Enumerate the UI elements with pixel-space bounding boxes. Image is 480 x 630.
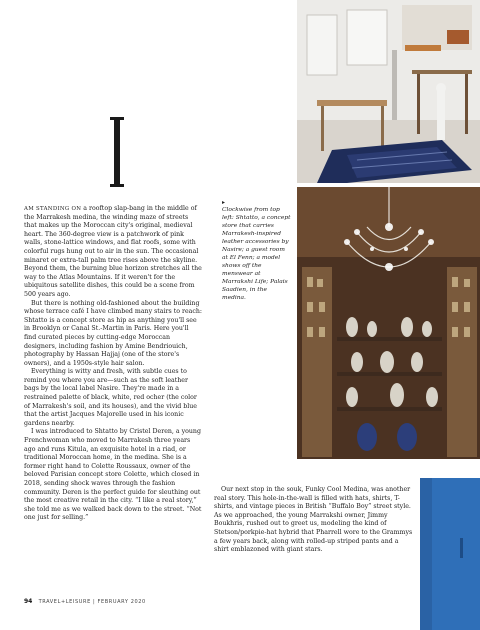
- caption-bullet-icon: ▸: [222, 199, 226, 206]
- page-number: 94: [24, 598, 33, 605]
- article-paragraph: Everything is witty and fresh, with subtle cues to remind you where you are—such as the soft leather bags by the local label Nasire. They're made in a restrained palette of black, white, red ocher (the color of Marrakesh's soil, and its houses), and the vivid blue that the artist Jacques Majorelle used in his iconic gardens nearby.: [24, 368, 197, 427]
- paragraph-text: a rooftop slap-bang in the middle of the Marrakesh medina, the winding maze of streets that makes up the Moroccan city's original, medieval heart. The 360-degree view is a patchwork of pink walls, stone-lattice windows, and flat roofs, some with colorful rugs hung out to air in the sun. The occasional minaret or extra-tall palm tree rises above the skyline. Beyond them, the burning blue horizon stretches all the way to the Atlas Mountains. If it weren't for the ubiquitous satellite dishes, this could be a scene from 500 years ago.: [24, 205, 202, 298]
- article-paragraph: But there is nothing old-fashioned about the building whose terrace café I have climbed many stairs to reach: Shtatto is a concept store as hip as anything you'll see in Brooklyn or Canal St.-Martin in Paris. Here you'll find curated pieces by cutting-edge Moroccan designers, including fashion by Amine Bendriouich, photography by Hassan Hajjaj (one of the store's owners), and a 1950s-style hair salon.: [24, 299, 203, 367]
- blue-wall-photo: [420, 478, 480, 630]
- article-column-two: Our next stop in the souk, Funky Cool Medina, was another real story. This hole-in-the-wall is filled with hats, shirts, T-shirts, and vintage pieces in British “Buffalo Boy” street style. As we approached, the young Marrakshi owner, Jimmy Boukhris, rushed out to greet us, modeling the kind of Stetson/porkpie-hat hybrid that Pharrell wore to the Grammys a few years back, along with rolled-up striped pants and a shirt emblazoned with giant stars.: [214, 486, 413, 554]
- concept-store-illustration: [297, 0, 480, 183]
- article-paragraph: I was introduced to Shtatto by Cristel Deren, a young Frenchwoman who moved to Marrakesh three years ago and runs Kitula, an exquisite hotel in a riad, or traditional Moroccan home, in the medina. She is a former right hand to Colette Roussaux, owner of the beloved Parisian concept store Colette, which closed in 2018, sending shock waves through the fashion community. Deren is the perfect guide for sleuthing out the most creative retail in the city. “I like a real story,” she told me as we walked back down to the street. “Not one just for selling.”: [24, 428, 202, 522]
- riad-interior-illustration: [297, 187, 480, 459]
- riad-interior-photo: [297, 187, 480, 459]
- running-foot: TRAVEL+LEISURE | FEBRUARY 2020: [38, 599, 146, 605]
- blue-wall-illustration: [420, 478, 480, 630]
- page-folio: [24, 598, 146, 605]
- lead-in-caps: AM STANDING ON: [24, 206, 82, 212]
- article-paragraph: [24, 205, 202, 300]
- article-body-column: [24, 205, 202, 523]
- photo-caption: [222, 200, 292, 302]
- drop-cap-letter: [114, 117, 120, 187]
- concept-store-photo: [297, 0, 480, 183]
- caption-text: Clockwise from top left: Shtatto, a concept store that carries Marrakesh-inspired leather accessories by Nasire; a guest room at El Fenn; a model shows off the menswear at Marrakshi Life; Palais Saadien, in the medina.: [222, 207, 291, 301]
